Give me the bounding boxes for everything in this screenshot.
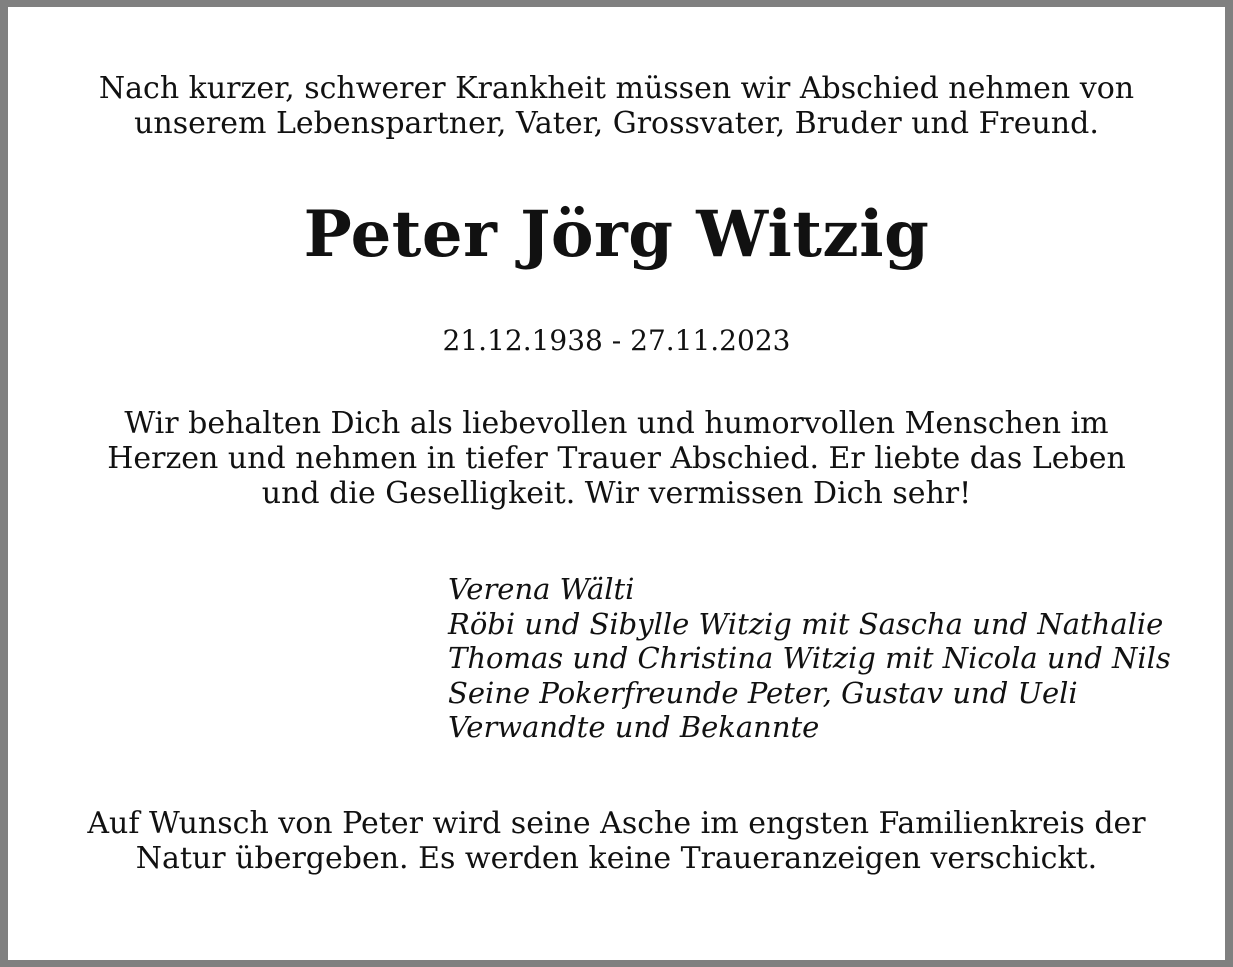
mourner-entry: Seine Pokerfreunde Peter, Gustav und Ueli xyxy=(448,675,1078,710)
message-line: Wir behalten Dich als liebevollen und humorvollen Menschen im xyxy=(124,406,1109,441)
mourner-entry: Verena Wälti xyxy=(448,572,635,606)
closing-note xyxy=(8,806,1225,876)
intro-text xyxy=(8,71,1225,141)
mourner-entry: Thomas und Christina Witzig mit Nicola und Nils xyxy=(448,641,1171,675)
deceased-name: Peter Jörg Witzig xyxy=(303,197,930,272)
closing-line: Natur übergeben. Es werden keine Traueranzeigen verschickt. xyxy=(135,841,1098,876)
memorial-message xyxy=(8,406,1225,511)
obituary-content xyxy=(8,7,1225,960)
life-dates: 21.12.1938 - 27.11.2023 xyxy=(442,324,791,357)
message-line: und die Geselligkeit. Wir vermissen Dich sehr! xyxy=(261,476,972,511)
closing-line: Auf Wunsch von Peter wird seine Asche im engsten Familienkreis der xyxy=(87,806,1146,841)
mourner-entry: Röbi und Sibylle Witzig mit Sascha und Nathalie xyxy=(448,606,1164,641)
intro-line: unserem Lebenspartner, Vater, Grossvater, Bruder und Freund. xyxy=(134,106,1099,141)
mourner-entry: Verwandte und Bekannte xyxy=(448,710,820,744)
mourners-list xyxy=(448,572,1171,745)
intro-line: Nach kurzer, schwerer Krankheit müssen wir Abschied nehmen von xyxy=(98,71,1135,106)
message-line: Herzen und nehmen in tiefer Trauer Abschied. Er liebte das Leben xyxy=(107,441,1126,476)
